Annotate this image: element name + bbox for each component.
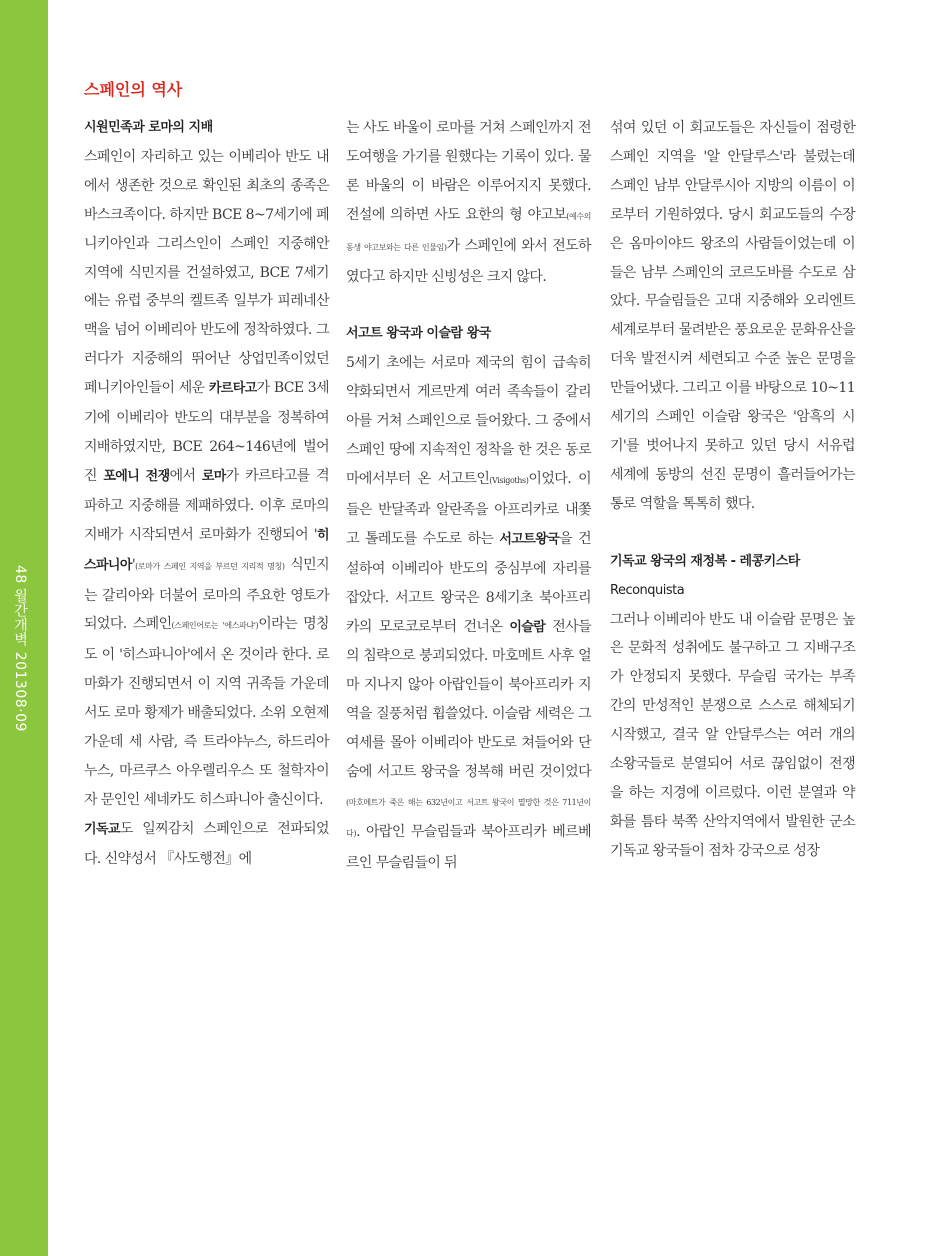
text: 가 카르타고를 격파하고 지중해를 제패하였다. 이후 로마의 지배가 시작되면서 로마화가 진행되어 ': [84, 467, 330, 543]
text: 는 사도 바울이 로마를 거쳐 스페인까지 전도여행을 가기를 원했다는 기록이 있다. 물론 바울의 이 바람은 이루어지지 못했다. 전설에 의하면 사도 요한의 형 야고보: [346, 120, 591, 223]
text: 에서: [169, 467, 202, 484]
paragraph: [84, 815, 329, 874]
text: 스페인이 자리하고 있는 이베리아 반도 내에서 생존한 것으로 확인된 최초의 종족은 바스크족이다. 하지만 BCE 8~7세기에 페니키아인과 그리스인이 스페인 지중해안 지역에 식민지를 건설하였고, BCE 7세기에는 유럽 중부의 켈트족 일부가 피레네산맥을 넘어 이베리아 반도에 정착하였다. 그러다가 지중해의 뛰어난 상업민족이었던 페니키아인들이 세운: [84, 148, 329, 397]
paragraph: 그러나 이베리아 반도 내 이슬람 문명은 높은 문화적 성취에도 불구하고 그 지배구조가 안정되지 못했다. 무슬림 국가는 부족 간의 만성적인 분쟁으로 스스로 해체되기 시작했고, 결국 알 안달루스는 여러 개의 소왕국들로 분열되어 서로 끊임없이 전쟁을 하는 지경에 이르렀다. 이런 분열과 약화를 틈타 북쪽 산악지역에서 발원한 군소 기독교 왕국들이 점차 강국으로 성장: [610, 611, 855, 859]
keyword: 로마: [201, 468, 226, 484]
column-2: [346, 114, 591, 878]
spacer: [610, 519, 855, 548]
text: 도 일찌감치 스페인으로 전파되었다. 신약성서 『사도행전』에: [84, 820, 329, 867]
text: 이었다. 이들은 반달족과 알란족을 아프리카로 내쫓고 톨레도를 수도로 하는: [346, 470, 591, 547]
page-title: 스페인의 역사: [84, 80, 183, 99]
footnote: (마호메트가 죽은 해는 632년이고 서고트 왕국이 멸망한 것은 711년이다): [346, 797, 591, 838]
paragraph: [346, 114, 591, 291]
keyword: 서고트왕국: [499, 531, 560, 547]
text: 이라는 명칭도 이 '히스파니아'에서 온 것이라 한다. 로마화가 진행되면서 이 지역 귀족들 가운데서도 로마 황제가 배출되었다. 소위 오현제 가운데 세 사람, 즉 트라야누스, 하드리아누스, 마르쿠스 아우렐리우스 또 철학자이자 문인인 세네카도 히스파니아 출신이다.: [84, 616, 329, 808]
footnote: (로마가 스페인 지역을 부르던 지리적 명칭): [135, 561, 285, 571]
paragraph: [346, 349, 591, 877]
paragraph: [84, 143, 329, 815]
footnote: (Visigoths): [489, 475, 529, 485]
text: 식민지는 갈리아와 더불어 로마의 주요한 영토가 되었다. 스페인: [84, 556, 330, 633]
column-3: [610, 114, 855, 866]
footnote: (예수의 동생 야고보와는 다른 인물임): [346, 211, 591, 252]
text: ': [131, 556, 136, 573]
paragraph: 섞여 있던 이 회교도들은 자신들이 점령한 스페인 지역을 '알 안달루스'라 불렀는데 스페인 남부 안달루시아 지방의 이름이 이로부터 기원하였다. 당시 회교도들의 수장은 옴마이야드 왕조의 사람들이었는데 이들은 남부 스페인의 코르도바를 수도로 삼았다. 무슬림들은 고대 지중해와 오리엔트 세계로부터 물려받은 풍요로운 문화유산을 더욱 발전시켜 세련되고 수준 높은 문명을 만들어냈다. 그리고 이를 바탕으로 10~11세기의 스페인 이슬람 왕국은 '암흑의 시기'를 벗어나지 못하고 있던 당시 서유럽 세계에 동방의 선진 문명이 흘러들어가는 통로 역할을 톡톡히 했다.: [610, 120, 855, 512]
keyword: 히스파니아: [84, 527, 329, 573]
section-heading-visigoth-islam: 서고트 왕국과 이슬람 왕국: [346, 326, 491, 342]
sidebar: [0, 0, 48, 1256]
footnote: (스페인어로는 '에스파냐'): [171, 621, 259, 631]
spacer: [346, 291, 591, 320]
text: 가 BCE 3세기에 이베리아 반도의 대부분을 정복하여 지배하였지만, BCE 264~146년에 벌어진: [84, 380, 329, 484]
text: 5세기 초에는 서로마 제국의 힘이 급속히 약화되면서 게르만계 여러 족속들이 갈리아를 거쳐 스페인으로 들어왔다. 그 중에서 스페인 땅에 지속적인 정착을 한 것은 동로마에서부터 온 서고트인: [346, 355, 591, 487]
keyword: 포에니 전쟁: [103, 468, 170, 484]
column-1: [84, 114, 329, 874]
section-heading-native-peoples: 시원민족과 로마의 지배: [84, 120, 213, 135]
text: 을 건설하여 이베리아 반도의 중심부에 자리를 잡았다. 서고트 왕국은 8세기초 북아프리카의 모로코로부터 건너온: [346, 530, 591, 635]
keyword: 이슬람: [509, 619, 546, 635]
section-heading-reconquista: 기독교 왕국의 재정복 - 레콩키스타: [610, 553, 800, 569]
text: 가 스페인에 와서 전도하였다고 하지만 신빙성은 크지 않다.: [346, 237, 591, 285]
keyword: 기독교: [84, 821, 120, 837]
section-heading-english: Reconquista: [610, 582, 685, 598]
text: . 아랍인 무슬림들과 북아프리카 베르베르인 무슬림들이 뒤: [346, 823, 591, 871]
page-number-label: 48 월간개벽 201308·09: [12, 565, 28, 732]
text: 전사들의 침략으로 붕괴되었다. 마호메트 사후 얼마 지나지 않아 아랍인들이 북아프리카 지역을 질풍처럼 휩쓸었다. 이슬람 세력은 그 여세를 몰아 이베리아 반도로 쳐들어와 단숨에 서고트 왕국을 정복해 버린 것이었다: [346, 618, 592, 781]
keyword: 카르타고: [208, 381, 257, 397]
